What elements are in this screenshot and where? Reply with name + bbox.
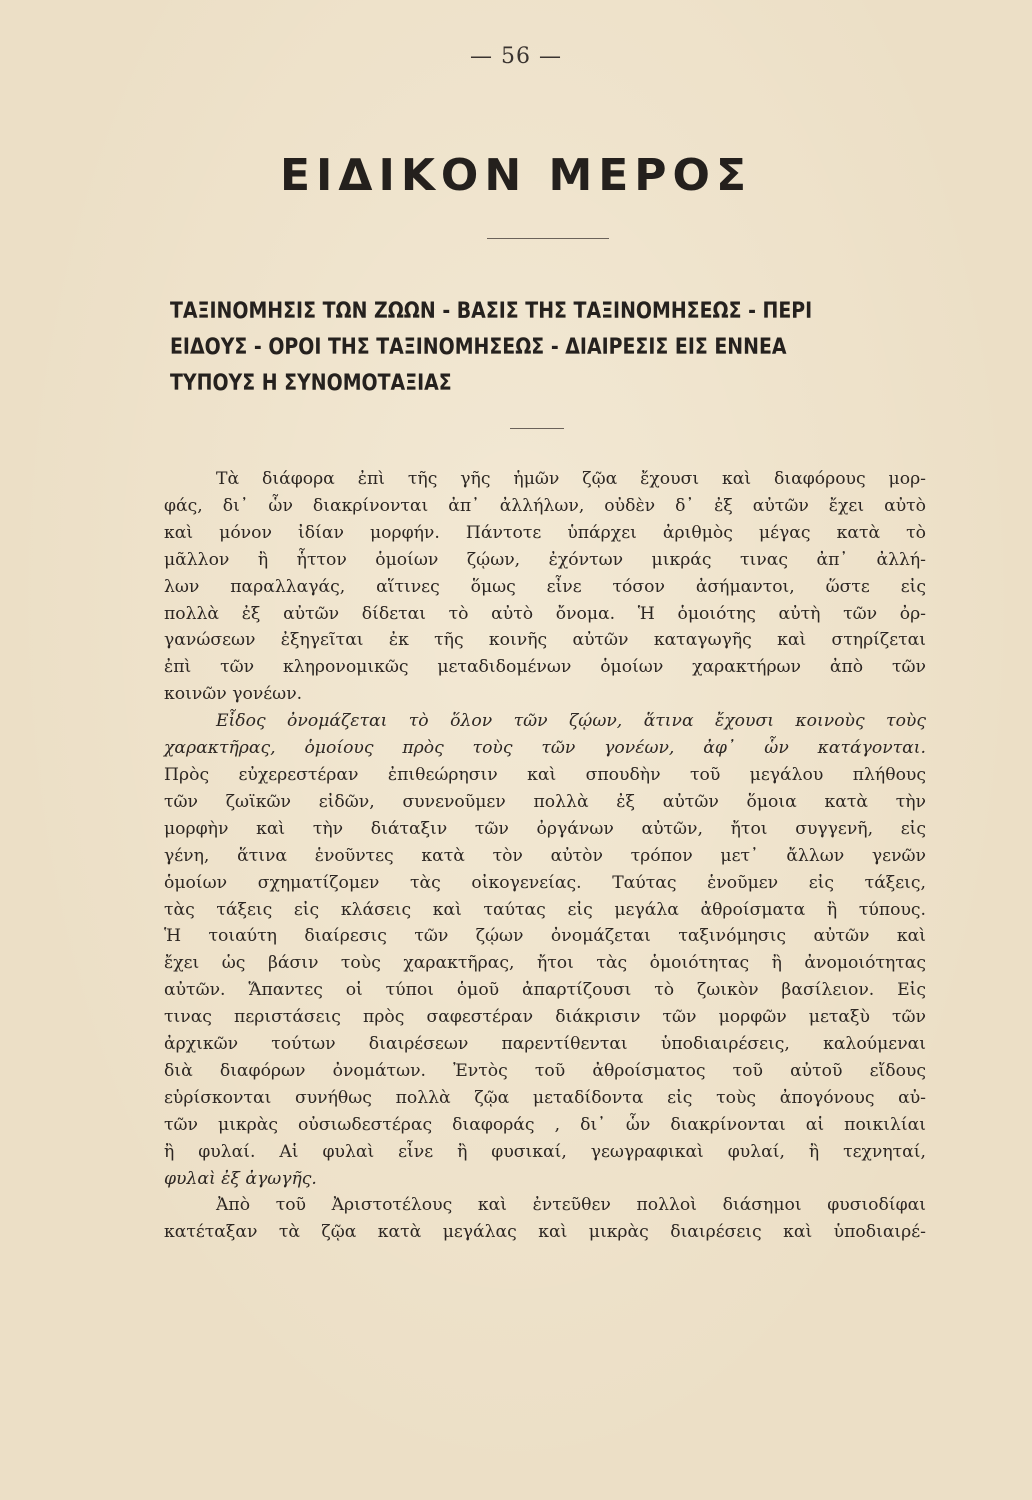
text-line: μᾶλλον ἢ ἧττον ὁμοίων ζῴων, ἐχόντων μικράς τινας ἀπ᾽ ἀλλή- [164, 549, 926, 570]
text-line: χαρακτῆρας, ὁμοίους πρὸς τοὺς τῶν γονέων, ἀφ᾽ ὧν κατάγονται. [164, 738, 926, 759]
text-line: ἔχει ὡς βάσιν τοὺς χαρακτῆρας, ἤτοι τὰς ὁμοιότητας ἢ ἀνομοιότητας [164, 953, 926, 974]
text-line: τῶν ζωϊκῶν εἰδῶν, συνενοῦμεν πολλὰ ἐξ αὐτῶν ὅμοια κατὰ τὴν [164, 791, 926, 812]
text-line: ἐπὶ τῶν κληρονομικῶς μεταδιδομένων ὁμοίων χαρακτήρων ἀπὸ τῶν [164, 657, 926, 678]
section-title: ΕΙΔΙΚΟΝ ΜΕΡΟΣ [279, 150, 753, 201]
text-line: καὶ μόνον ἰδίαν μορφήν. Πάντοτε ὑπάρχει ἀριθμὸς μέγας κατὰ τὸ [164, 522, 926, 543]
text-line: γανώσεων ἐξηγεῖται ἐκ τῆς κοινῆς αὐτῶν καταγωγῆς καὶ στηρίζεται [164, 630, 926, 651]
text-line: ἀρχικῶν τούτων διαιρέσεων παρεντίθενται ὑποδιαιρέσεις, καλούμεναι [164, 1034, 926, 1055]
text-line: φυλαὶ ἐξ ἀγωγῆς. [164, 1168, 317, 1189]
text-line: λων παραλλαγάς, αἵτινες ὅμως εἶνε τόσον ἀσήμαντοι, ὥστε εἰς [164, 576, 926, 597]
heading-line: ΤΑΞΙΝΟΜΗΣΙΣ ΤΩΝ ΖΩΩΝ - ΒΑΣΙΣ ΤΗΣ ΤΑΞΙΝΟΜΗΣΕΩΣ - ΠΕΡΙ [170, 299, 813, 324]
text-line: Πρὸς εὐχερεστέραν ἐπιθεώρησιν καὶ σπουδὴν τοῦ μεγάλου πλήθους [164, 764, 926, 785]
text-line: διὰ διαφόρων ὀνομάτων. Ἐντὸς τοῦ ἀθροίσματος τοῦ αὐτοῦ εἴδους [164, 1060, 926, 1081]
text-line: πολλὰ ἐξ αὐτῶν δίδεται τὸ αὐτὸ ὄνομα. Ἡ ὁμοιότης αὐτὴ τῶν ὀρ- [164, 603, 926, 624]
text-line: ὁμοίων σχηματίζομεν τὰς οἰκογενείας. Ταύτας ἑνοῦμεν εἰς τάξεις, [164, 872, 926, 893]
text-line: Ἀπὸ τοῦ Ἀριστοτέλους καὶ ἐντεῦθεν πολλοὶ διάσημοι φυσιοδίφαι [216, 1195, 926, 1216]
text-line: ἢ φυλαί. Αἱ φυλαὶ εἶνε ἢ φυσικαί, γεωγραφικαὶ φυλαί, ἢ τεχνηταί, [164, 1141, 926, 1162]
text-line: αὐτῶν. Ἅπαντες οἱ τύποι ὁμοῦ ἀπαρτίζουσι τὸ ζωικὸν βασίλειον. Εἰς [164, 980, 926, 1001]
text-line: κοινῶν γονέων. [164, 684, 303, 705]
text-line: φάς, δι᾽ ὧν διακρίνονται ἀπ᾽ ἀλλήλων, οὐδὲν δ᾽ ἐξ αὐτῶν ἔχει αὐτὸ [164, 495, 926, 516]
text-line: τινας περιστάσεις πρὸς σαφεστέραν διάκρισιν τῶν μορφῶν μεταξὺ τῶν [164, 1007, 926, 1028]
body-text [164, 466, 926, 1246]
text-line: Τὰ διάφορα ἐπὶ τῆς γῆς ἡμῶν ζῷα ἔχουσι καὶ διαφόρους μορ- [216, 469, 926, 489]
text-line: τὰς τάξεις εἰς κλάσεις καὶ ταύτας εἰς μεγάλα ἀθροίσματα ἢ τύπους. [164, 899, 926, 920]
chapter-heading [170, 294, 824, 402]
heading-line: ΕΙΔΟΥΣ - ΟΡΟΙ ΤΗΣ ΤΑΞΙΝΟΜΗΣΕΩΣ - ΔΙΑΙΡΕΣΙΣ ΕΙΣ ΕΝΝΕΑ [170, 335, 787, 360]
text-line: εὑρίσκονται συνήθως πολλὰ ζῷα μεταδίδοντα εἰς τοὺς ἀπογόνους αὐ- [164, 1087, 926, 1108]
heading-line: ΤΥΠΟΥΣ Η ΣΥΝΟΜΟΤΑΞΙΑΣ [170, 371, 452, 396]
page-number: — 56 — [470, 44, 562, 69]
text-line: μορφὴν καὶ τὴν διάταξιν τῶν ὀργάνων αὐτῶν, ἤτοι συγγενῆ, εἰς [164, 818, 926, 839]
text-line: Εἶδος ὀνομάζεται τὸ ὅλον τῶν ζῴων, ἅτινα ἔχουσι κοινοὺς τοὺς [216, 711, 926, 732]
text-line: κατέταξαν τὰ ζῷα κατὰ μεγάλας καὶ μικρὰς διαιρέσεις καὶ ὑποδιαιρέ- [164, 1222, 926, 1243]
text-line: τῶν μικρὰς οὐσιωδεστέρας διαφοράς , δι᾽ ὧν διακρίνονται αἱ ποικιλίαι [164, 1114, 926, 1135]
title-divider [487, 238, 609, 239]
text-line: γένη, ἅτινα ἑνοῦντες κατὰ τὸν αὐτὸν τρόπον μετ᾽ ἄλλων γενῶν [164, 845, 926, 866]
text-line: Ἡ τοιαύτη διαίρεσις τῶν ζῴων ὀνομάζεται ταξινόμησις αὐτῶν καὶ [164, 926, 926, 947]
heading-divider [510, 428, 564, 429]
